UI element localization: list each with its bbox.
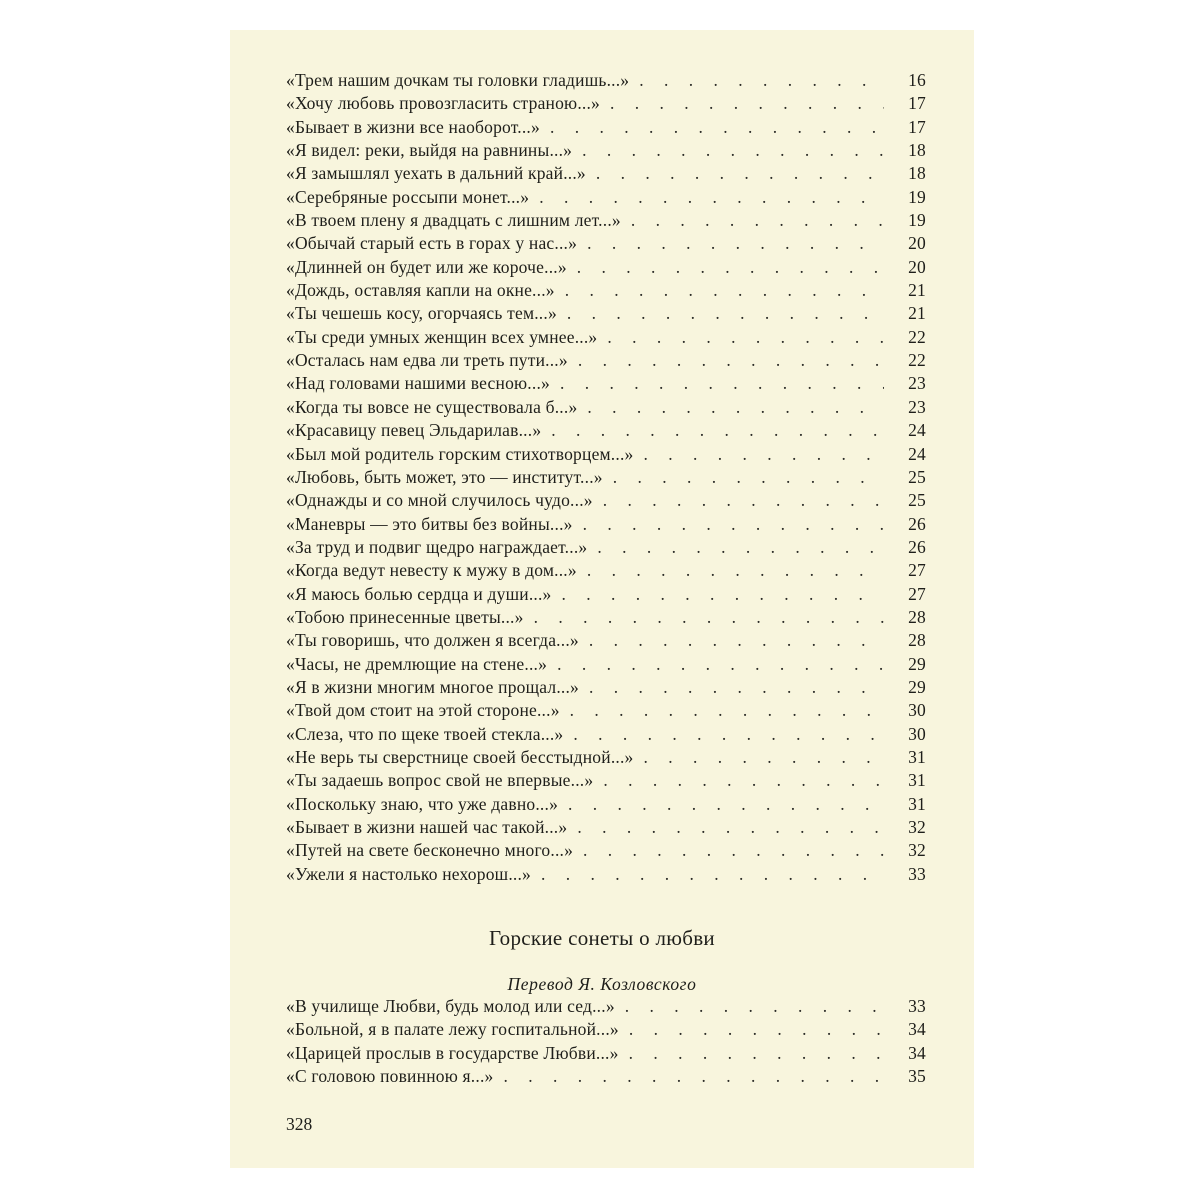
toc-entry xyxy=(286,654,926,677)
toc-entry-title: «За труд и подвиг щедро награждает...» xyxy=(286,536,588,557)
toc-entry-title: «Твой дом стоит на этой стороне...» xyxy=(286,700,560,721)
toc-entry-page: 32 xyxy=(908,817,926,837)
dot-leader xyxy=(589,630,884,651)
toc-entry-title: «Маневры — это битвы без войны...» xyxy=(286,513,573,534)
toc-entry xyxy=(286,280,926,303)
toc-entry-page: 21 xyxy=(908,280,926,301)
toc-entry-title: «Ты задаешь вопрос свой не впервые...» xyxy=(286,770,594,791)
toc-entry-title: «Трем нашим дочкам ты головки гладишь...» xyxy=(286,70,630,90)
toc-entry-page: 35 xyxy=(908,1066,926,1087)
toc-entry-title: «Я в жизни многим многое прощал...» xyxy=(286,676,579,697)
dot-leader xyxy=(631,210,884,231)
dot-leader xyxy=(587,560,884,581)
dot-leader xyxy=(629,1043,884,1064)
toc-entry-title: «Когда ты вовсе не существовала б...» xyxy=(286,396,578,417)
dot-leader xyxy=(560,373,884,394)
toc-entry xyxy=(286,490,926,513)
translator-credit: Перевод Я. Козловского xyxy=(507,974,697,994)
toc-entry-page: 22 xyxy=(908,350,926,371)
toc-entry-page: 22 xyxy=(908,326,926,347)
dot-leader xyxy=(577,257,884,278)
toc-entry xyxy=(286,700,926,723)
toc-entry-page: 17 xyxy=(908,116,926,137)
toc-entry xyxy=(286,140,926,163)
toc-entry xyxy=(286,467,926,490)
toc-entry-title: «Над головами нашими весною...» xyxy=(286,373,550,394)
dot-leader xyxy=(589,677,884,698)
toc-entry-title: «Хочу любовь провозгласить страною...» xyxy=(286,93,600,114)
toc-entry-title: «Часы, не дремлющие на стене...» xyxy=(286,653,548,674)
dot-leader xyxy=(625,996,884,1017)
toc-entry xyxy=(286,724,926,747)
toc-entry-page: 24 xyxy=(908,443,926,464)
table-of-contents xyxy=(286,70,926,887)
dot-leader xyxy=(539,187,884,208)
dot-leader xyxy=(550,117,884,138)
dot-leader xyxy=(503,1066,884,1087)
dot-leader xyxy=(603,490,884,511)
dot-leader xyxy=(643,444,884,465)
toc-entry xyxy=(286,93,926,116)
toc-entry xyxy=(286,996,926,1019)
dot-leader xyxy=(573,724,884,745)
dot-leader xyxy=(610,93,884,114)
toc-entry xyxy=(286,630,926,653)
dot-leader xyxy=(568,794,884,815)
page-number: 328 xyxy=(286,1114,313,1134)
toc-entry xyxy=(286,420,926,443)
toc-entry-title: «Когда ведут невесту к мужу в дом...» xyxy=(286,560,577,581)
toc-entry-page: 28 xyxy=(908,606,926,627)
toc-entry-title: «Больной, я в палате лежу госпитальной...» xyxy=(286,1019,619,1040)
toc-entry-title: «Ты среди умных женщин всех умнее...» xyxy=(286,326,598,347)
toc-entry-page: 27 xyxy=(908,560,926,581)
toc-entry xyxy=(286,210,926,233)
toc-entry xyxy=(286,514,926,537)
dot-leader xyxy=(629,1019,884,1040)
toc-entry-page: 26 xyxy=(908,513,926,534)
toc-entry-title: «Любовь, быть может, это — институт...» xyxy=(286,466,603,487)
toc-entry-page: 17 xyxy=(908,93,926,114)
dot-leader xyxy=(534,607,884,628)
dot-leader xyxy=(557,654,884,675)
toc-entry xyxy=(286,257,926,280)
toc-entry-page: 19 xyxy=(908,210,926,231)
toc-entry xyxy=(286,70,926,93)
toc-entry-page: 30 xyxy=(908,723,926,744)
toc-entry xyxy=(286,770,926,793)
toc-entry xyxy=(286,840,926,863)
dot-leader xyxy=(603,770,884,791)
toc-entry-title: «Бывает в жизни нашей час такой...» xyxy=(286,817,568,837)
toc-entry xyxy=(286,397,926,420)
toc-entry-page: 24 xyxy=(908,420,926,441)
toc-entry-page: 18 xyxy=(908,140,926,161)
toc-entry-page: 25 xyxy=(908,466,926,487)
toc-entry-title: «Не верь ты сверстнице своей бесстыдной...» xyxy=(286,746,634,767)
dot-leader xyxy=(596,163,884,184)
toc-entry-title: «Я видел: реки, выйдя на равнины...» xyxy=(286,140,573,161)
dot-leader xyxy=(562,584,885,605)
toc-entry-page: 25 xyxy=(908,490,926,511)
toc-entry xyxy=(286,1043,926,1066)
toc-entry-page: 31 xyxy=(908,793,926,814)
toc-entry-page: 26 xyxy=(908,536,926,557)
toc-entry xyxy=(286,373,926,396)
toc-entry-page: 34 xyxy=(908,1042,926,1063)
toc-entry-page: 28 xyxy=(908,630,926,651)
toc-entry-page: 23 xyxy=(908,396,926,417)
toc-entry-title: «Ты чешешь косу, огорчаясь тем...» xyxy=(286,303,557,324)
dot-leader xyxy=(577,817,884,838)
dot-leader xyxy=(597,537,884,558)
book-page xyxy=(230,30,974,1168)
toc-entry-title: «Длинней он будет или же короче...» xyxy=(286,256,567,277)
toc-entry-page: 29 xyxy=(908,676,926,697)
toc-entry-title: «Обычай старый есть в горах у нас...» xyxy=(286,233,578,254)
toc-entry-title: «С головою повинною я...» xyxy=(286,1066,494,1087)
toc-entry xyxy=(286,747,926,770)
toc-entry xyxy=(286,817,926,840)
toc-entry-page: 20 xyxy=(908,233,926,254)
dot-leader xyxy=(567,303,884,324)
toc-entry-page: 33 xyxy=(908,996,926,1016)
dot-leader xyxy=(613,467,884,488)
toc-entry-page: 29 xyxy=(908,653,926,674)
toc-entry xyxy=(286,864,926,887)
toc-entry-page: 33 xyxy=(908,863,926,884)
toc-entry xyxy=(286,560,926,583)
toc-entry-title: «Тобою принесенные цветы...» xyxy=(286,606,524,627)
dot-leader xyxy=(582,140,884,161)
dot-leader xyxy=(541,864,884,885)
toc-entry-page: 16 xyxy=(908,70,926,90)
toc-entry xyxy=(286,677,926,700)
toc-entry-title: «Осталась нам едва ли треть пути...» xyxy=(286,350,568,371)
toc-entry xyxy=(286,327,926,350)
dot-leader xyxy=(639,70,884,91)
toc-entry xyxy=(286,163,926,186)
dot-leader xyxy=(607,327,884,348)
dot-leader xyxy=(644,747,885,768)
dot-leader xyxy=(583,840,884,861)
toc-entry-page: 23 xyxy=(908,373,926,394)
toc-entry-page: 19 xyxy=(908,186,926,207)
dot-leader xyxy=(551,420,884,441)
dot-leader xyxy=(565,280,884,301)
toc-entry-page: 30 xyxy=(908,700,926,721)
toc-entry xyxy=(286,607,926,630)
toc-entry-title: «Бывает в жизни все наоборот...» xyxy=(286,116,540,137)
toc-entry-page: 27 xyxy=(908,583,926,604)
toc-entry xyxy=(286,1019,926,1042)
toc-entry-page: 21 xyxy=(908,303,926,324)
toc-entry xyxy=(286,794,926,817)
toc-entry xyxy=(286,303,926,326)
toc-entry xyxy=(286,1066,926,1089)
toc-entry-page: 34 xyxy=(908,1019,926,1040)
toc-entry xyxy=(286,233,926,256)
toc-entry-title: «В училище Любви, будь молод или сед...» xyxy=(286,996,615,1016)
dot-leader xyxy=(583,514,884,535)
toc-entry xyxy=(286,187,926,210)
toc-entry-page: 20 xyxy=(908,256,926,277)
toc-entry-title: «Царицей прослыв в государстве Любви...» xyxy=(286,1042,619,1063)
toc-entry-page: 32 xyxy=(908,840,926,861)
toc-entry-title: «Был мой родитель горским стихотворцем...» xyxy=(286,443,634,464)
dot-leader xyxy=(587,233,884,254)
toc-entry-title: «В твоем плену я двадцать с лишним лет...» xyxy=(286,210,621,231)
toc-entry-title: «Серебряные россыпи монет...» xyxy=(286,186,530,207)
toc-entry xyxy=(286,584,926,607)
toc-entry xyxy=(286,537,926,560)
toc-entry xyxy=(286,117,926,140)
toc-entry-page: 31 xyxy=(908,746,926,767)
dot-leader xyxy=(578,350,884,371)
toc-entry-title: «Однажды и со мной случилось чудо...» xyxy=(286,490,593,511)
dot-leader xyxy=(587,397,884,418)
toc-entry-title: «Слеза, что по щеке твоей стекла...» xyxy=(286,723,564,744)
toc-entry-title: «Я маюсь болью сердца и души...» xyxy=(286,583,552,604)
toc-entry-title: «Дождь, оставляя капли на окне...» xyxy=(286,280,555,301)
toc-entry-title: «Поскольку знаю, что уже давно...» xyxy=(286,793,559,814)
dot-leader xyxy=(570,700,884,721)
toc-entry-title: «Красавицу певец Эльдарилав...» xyxy=(286,420,542,441)
toc-entry xyxy=(286,350,926,373)
toc-entry-title: «Ты говоришь, что должен я всегда...» xyxy=(286,630,579,651)
table-of-contents-section xyxy=(286,996,926,1089)
toc-entry-title: «Путей на свете бесконечно много...» xyxy=(286,840,574,861)
toc-entry-page: 18 xyxy=(908,163,926,184)
toc-entry-page: 31 xyxy=(908,770,926,791)
section-title: Горские сонеты о любви xyxy=(489,926,715,950)
toc-entry xyxy=(286,444,926,467)
toc-entry-title: «Я замышлял уехать в дальний край...» xyxy=(286,163,586,184)
toc-entry-title: «Ужели я настолько нехорош...» xyxy=(286,863,532,884)
